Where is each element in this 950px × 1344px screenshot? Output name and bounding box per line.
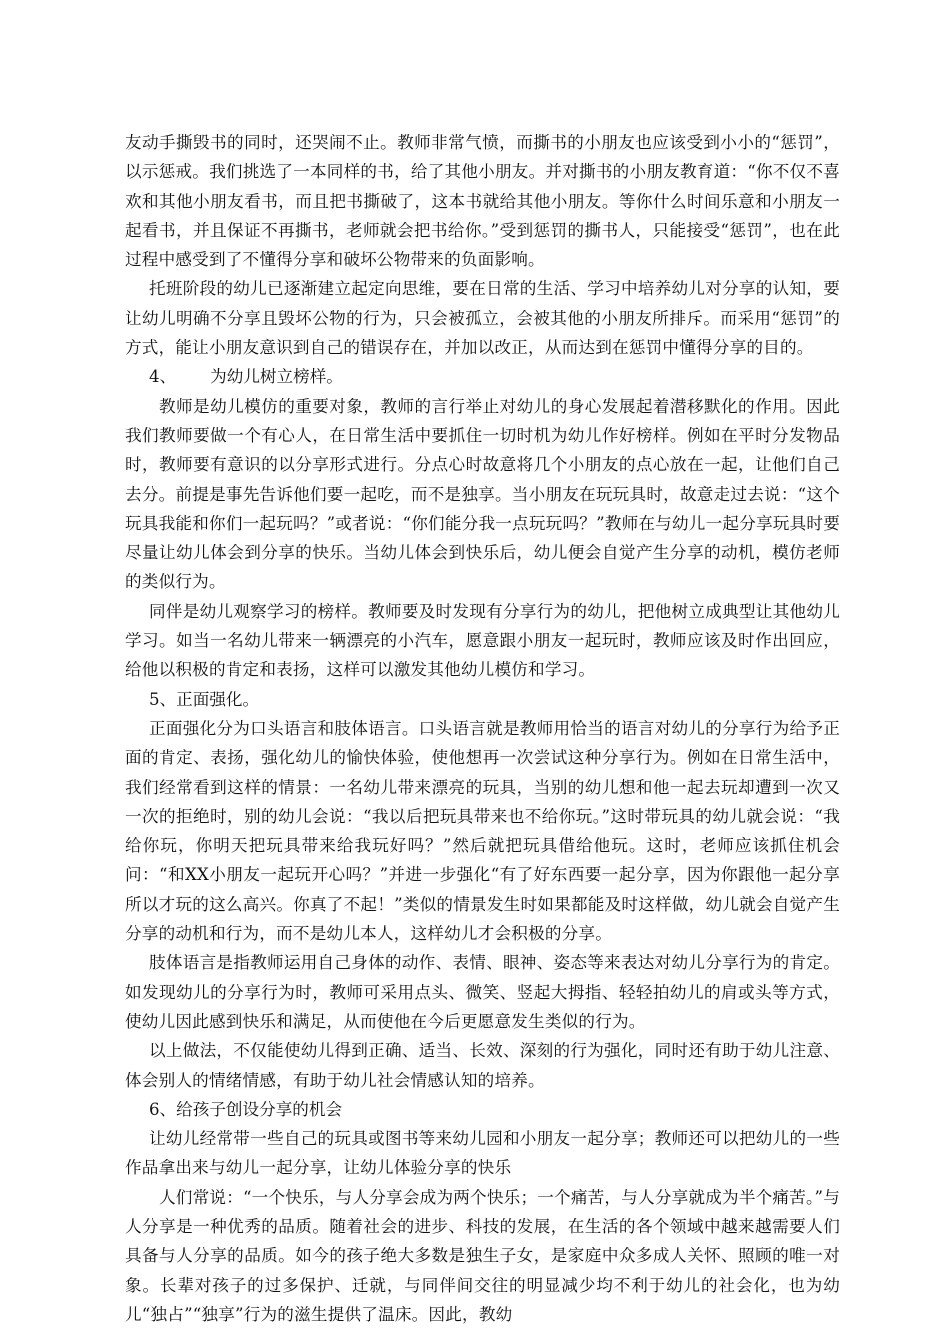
paragraph-sharing-opportunities: 让幼儿经常带一些自己的玩具或图书等来幼儿园和小朋友一起分享；教师还可以把幼儿的一些作品拿出来与幼儿一起分享，让幼儿体验分享的快乐 <box>125 1129 840 1178</box>
paragraph-verbal-reinforcement: 正面强化分为口头语言和肢体语言。口头语言就是教师用恰当的语言对幼儿的分享行为给予正面的肯定、表扬，强化幼儿的愉快体验，使他想再一次尝试这种分享行为。例如在日常生活中，我们经常看到这样的情景：一名幼儿带来漂亮的玩具，当别的幼儿想和他一起去玩却遭到一次又一次的拒绝时，别的幼儿会说：“我以后把玩具带来也不给你玩。”这时带玩具的幼儿就会说：“我给你玩，你明天把玩具带来给我玩好吗？”然后就把玩具借给他玩。这时，老师应该抓住机会问：“和XX小朋友一起玩开心吗？”并进一步强化“有了好东西要一起分享，因为你跟他一起分享所以才玩的这么高兴。你真了不起！”类似的情景发生时如果都能及时这样做，幼儿就会自觉产生分享的动机和行为，而不是幼儿本人，这样幼儿才会积极的分享。 <box>125 718 840 944</box>
paragraph-body-language: 肢体语言是指教师运用自己身体的动作、表情、眼神、姿态等来表达对幼儿分享行为的肯定。如发现幼儿的分享行为时，教师可采用点头、微笑、竖起大拇指、轻轻拍幼儿的肩或头等方式，使幼儿因此感到快乐和满足，从而使他在今后更愿意发生类似的行为。 <box>125 953 840 1031</box>
paragraph-sharing-quality: 人们常说：“一个快乐，与人分享会成为两个快乐；一个痛苦，与人分享就成为半个痛苦。”与人分享是一种优秀的品质。随着社会的进步、科技的发展，在生活的各个领域中越来越需要人们具备与人分享的品质。如今的孩子绝大多数是独生子女，是家庭中众多成人关怀、照顾的唯一对象。长辈对孩子的过多保护、迁就，与同伴间交往的明显减少均不利于幼儿的社会化，也为幼儿“独占”“独享”行为的滋生提供了温床。因此，教幼 <box>125 1187 840 1324</box>
section-heading-5: 5、正面强化。 <box>149 689 260 709</box>
paragraph-reinforcement-summary: 以上做法，不仅能使幼儿得到正确、适当、长效、深刻的行为强化，同时还有助于幼儿注意、体会别人的情绪情感，有助于幼儿社会情感认知的培养。 <box>125 1041 840 1090</box>
section-heading-4 <box>125 362 840 391</box>
document-body <box>125 128 840 1329</box>
paragraph-teacher-role-model: 教师是幼儿模仿的重要对象，教师的言行举止对幼儿的身心发展起着潜移默化的作用。因此我们教师要做一个有心人，在日常生活中要抓住一切时机为幼儿作好榜样。例如在平时分发物品时，教师要有意识的以分享形式进行。分点心时故意将几个小朋友的点心放在一起，让他们自己去分。前提是事先告诉他们要一起吃，而不是独享。当小朋友在玩玩具时，故意走过去说：“这个玩具我能和你们一起玩吗？”或者说：“你们能分我一点玩玩吗？”教师在与幼儿一起分享玩具时要尽量让幼儿体会到分享的快乐。当幼儿体会到快乐后，幼儿便会自觉产生分享的动机，模仿老师的类似行为。 <box>125 396 840 592</box>
paragraph-punishment-story: 友动手撕毁书的同时，还哭闹不止。教师非常气愤，而撕书的小朋友也应该受到小小的“惩罚”，以示惩戒。我们挑选了一本同样的书，给了其他小朋友。并对撕书的小朋友教育道：“你不仅不喜欢和其他小朋友看书，而且把书撕破了，这本书就给其他小朋友。等你什么时间乐意和小朋友一起看书，并且保证不再撕书，老师就会把书给你。”受到惩罚的撕书人，只能接受“惩罚”，也在此过程中感受到了不懂得分享和破坏公物带来的负面影响。 <box>125 133 840 270</box>
section-number-4: 4、 <box>149 367 177 387</box>
section-heading-6: 6、给孩子创设分享的机会 <box>149 1099 343 1119</box>
paragraph-peer-role-model: 同伴是幼儿观察学习的榜样。教师要及时发现有分享行为的幼儿，把他树立成典型让其他幼儿学习。如当一名幼儿带来一辆漂亮的小汽车，愿意跟小朋友一起玩时，教师应该及时作出回应，给他以积极的肯定和表扬，这样可以激发其他幼儿模仿和学习。 <box>125 601 840 680</box>
section-title-4: 为幼儿树立榜样。 <box>210 367 343 387</box>
paragraph-toddler-cognition: 托班阶段的幼儿已逐渐建立起定向思维，要在日常的生活、学习中培养幼儿对分享的认知，要让幼儿明确不分享且毁坏公物的行为，只会被孤立，会被其他的小朋友所排斥。而采用“惩罚”的方式，能让小朋友意识到自己的错误存在，并加以改正，从而达到在惩罚中懂得分享的目的。 <box>125 279 840 358</box>
